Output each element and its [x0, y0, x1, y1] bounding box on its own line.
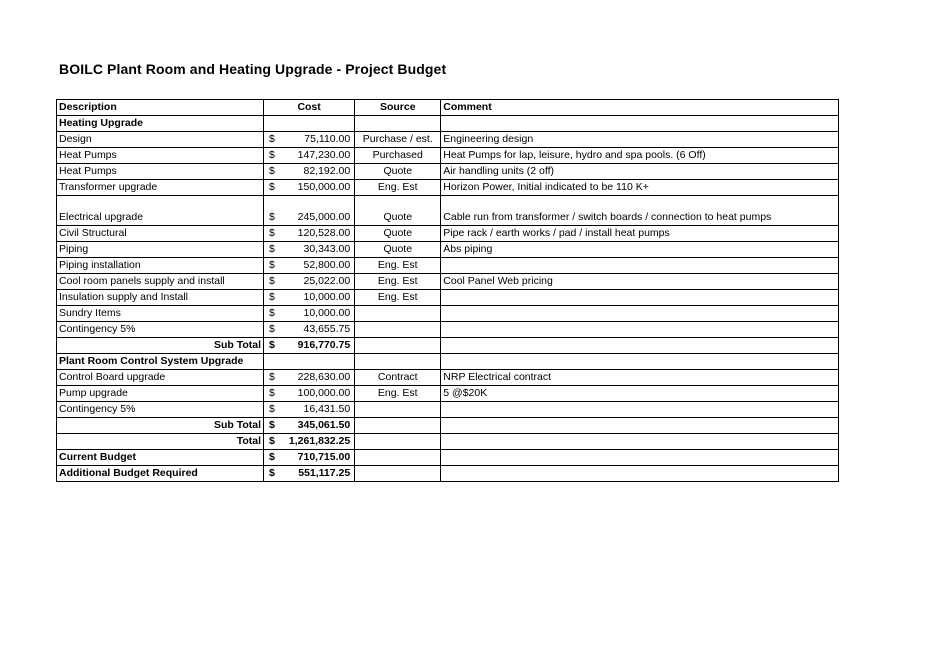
table-row: [57, 164, 839, 180]
source-cell: Eng. Est: [355, 180, 441, 196]
source-cell: Quote: [355, 226, 441, 242]
source-cell: Purchased: [355, 148, 441, 164]
subtotal-row: [57, 338, 839, 354]
comment-cell: [441, 306, 839, 322]
table-row: [57, 180, 839, 196]
empty-cell: [264, 354, 355, 370]
cost-amount: 228,630.00: [297, 371, 351, 383]
header-comment: Comment: [441, 100, 839, 116]
cost-cell: [264, 450, 355, 466]
description-cell: Heat Pumps: [57, 164, 264, 180]
empty-cell: [441, 434, 839, 450]
description-cell: Piping installation: [57, 258, 264, 274]
summary-label: Additional Budget Required: [57, 466, 264, 482]
table-row: [57, 322, 839, 338]
description-cell: Cool room panels supply and install: [57, 274, 264, 290]
source-cell: Eng. Est: [355, 274, 441, 290]
cost-cell: [264, 164, 355, 180]
cost-amount: 551,117.25: [298, 467, 351, 479]
description-cell: Pump upgrade: [57, 386, 264, 402]
cost-cell: [264, 148, 355, 164]
summary-label: Sub Total: [57, 338, 264, 354]
cost-cell: [264, 226, 355, 242]
comment-cell: Cool Panel Web pricing: [441, 274, 839, 290]
table-row: [57, 132, 839, 148]
cost-cell: [264, 258, 355, 274]
empty-cell: [355, 338, 441, 354]
cost-amount: 82,192.00: [303, 165, 351, 177]
currency-symbol: $: [269, 387, 275, 399]
currency-symbol: $: [269, 165, 275, 177]
source-cell: [355, 322, 441, 338]
table-row: [57, 402, 839, 418]
currency-symbol: $: [269, 371, 275, 383]
description-cell: Heat Pumps: [57, 148, 264, 164]
empty-cell: [441, 450, 839, 466]
cost-cell: [264, 180, 355, 196]
cost-cell: [264, 306, 355, 322]
table-row: [57, 258, 839, 274]
description-cell: Contingency 5%: [57, 322, 264, 338]
empty-cell: [355, 434, 441, 450]
comment-cell: Cable run from transformer / switch boards / connection to heat pumps: [441, 196, 839, 226]
comment-cell: Abs piping: [441, 242, 839, 258]
cost-cell: [264, 370, 355, 386]
cost-cell: [264, 322, 355, 338]
currency-symbol: $: [269, 149, 275, 161]
table-row: [57, 386, 839, 402]
budget-table: [56, 99, 839, 482]
cost-amount: 916,770.75: [297, 339, 351, 351]
table-row: [57, 306, 839, 322]
table-row: [57, 148, 839, 164]
source-cell: Eng. Est: [355, 386, 441, 402]
empty-cell: [355, 418, 441, 434]
cost-cell: [264, 196, 355, 226]
comment-cell: [441, 402, 839, 418]
currency-symbol: $: [269, 323, 275, 335]
comment-cell: [441, 322, 839, 338]
summary-label: Sub Total: [57, 418, 264, 434]
cost-amount: 710,715.00: [297, 451, 351, 463]
comment-cell: 5 @$20K: [441, 386, 839, 402]
currency-symbol: $: [269, 243, 275, 255]
description-cell: Civil Structural: [57, 226, 264, 242]
header-source: Source: [355, 100, 441, 116]
budget-table-body: [57, 100, 839, 482]
description-cell: Piping: [57, 242, 264, 258]
current-budget-row: [57, 450, 839, 466]
table-row: [57, 274, 839, 290]
comment-cell: [441, 290, 839, 306]
description-cell: Electrical upgrade: [57, 196, 264, 226]
summary-label: Current Budget: [57, 450, 264, 466]
cost-amount: 52,800.00: [303, 259, 351, 271]
cost-amount: 147,230.00: [297, 149, 351, 161]
comment-cell: [441, 258, 839, 274]
header-cost: Cost: [264, 100, 355, 116]
source-cell: [355, 402, 441, 418]
cost-cell: [264, 402, 355, 418]
summary-label: Total: [57, 434, 264, 450]
description-cell: Transformer upgrade: [57, 180, 264, 196]
cost-amount: 16,431.50: [303, 403, 351, 415]
currency-symbol: $: [269, 419, 275, 431]
currency-symbol: $: [269, 291, 275, 303]
source-cell: [355, 306, 441, 322]
additional-budget-row: [57, 466, 839, 482]
comment-cell: Engineering design: [441, 132, 839, 148]
table-row: [57, 196, 839, 226]
comment-cell: NRP Electrical contract: [441, 370, 839, 386]
source-cell: Eng. Est: [355, 290, 441, 306]
source-cell: Quote: [355, 242, 441, 258]
cost-amount: 245,000.00: [297, 211, 351, 223]
source-cell: Purchase / est.: [355, 132, 441, 148]
currency-symbol: $: [269, 451, 275, 463]
source-cell: Contract: [355, 370, 441, 386]
cost-amount: 30,343.00: [303, 243, 351, 255]
cost-amount: 43,655.75: [303, 323, 351, 335]
currency-symbol: $: [269, 403, 275, 415]
comment-cell: Heat Pumps for lap, leisure, hydro and spa pools. (6 Off): [441, 148, 839, 164]
empty-cell: [441, 354, 839, 370]
comment-cell: Horizon Power, Initial indicated to be 110 K+: [441, 180, 839, 196]
section-title: Heating Upgrade: [57, 116, 264, 132]
empty-cell: [355, 116, 441, 132]
comment-cell: Air handling units (2 off): [441, 164, 839, 180]
currency-symbol: $: [269, 339, 275, 351]
description-cell: Design: [57, 132, 264, 148]
subtotal-row: [57, 418, 839, 434]
cost-cell: [264, 466, 355, 482]
cost-cell: [264, 434, 355, 450]
empty-cell: [264, 116, 355, 132]
empty-cell: [441, 466, 839, 482]
cost-amount: 75,110.00: [304, 133, 351, 145]
cost-amount: 100,000.00: [297, 387, 351, 399]
cost-cell: [264, 132, 355, 148]
cost-cell: [264, 242, 355, 258]
section-header-row: [57, 116, 839, 132]
table-row: [57, 242, 839, 258]
currency-symbol: $: [269, 181, 275, 193]
description-cell: Sundry Items: [57, 306, 264, 322]
cost-cell: [264, 418, 355, 434]
source-cell: Quote: [355, 164, 441, 180]
empty-cell: [355, 354, 441, 370]
description-cell: Insulation supply and Install: [57, 290, 264, 306]
cost-cell: [264, 338, 355, 354]
cost-amount: 1,261,832.25: [288, 435, 351, 447]
header-row: [57, 100, 839, 116]
description-cell: Control Board upgrade: [57, 370, 264, 386]
currency-symbol: $: [269, 435, 275, 447]
currency-symbol: $: [269, 211, 275, 223]
page-title: BOILC Plant Room and Heating Upgrade - Project Budget: [59, 61, 447, 77]
table-row: [57, 370, 839, 386]
empty-cell: [441, 116, 839, 132]
cost-amount: 25,022.00: [303, 275, 351, 287]
source-cell: Eng. Est: [355, 258, 441, 274]
cost-cell: [264, 274, 355, 290]
empty-cell: [441, 338, 839, 354]
currency-symbol: $: [269, 227, 275, 239]
comment-cell: Pipe rack / earth works / pad / install heat pumps: [441, 226, 839, 242]
total-row: [57, 434, 839, 450]
cost-cell: [264, 290, 355, 306]
currency-symbol: $: [269, 259, 275, 271]
cost-cell: [264, 386, 355, 402]
cost-amount: 345,061.50: [297, 419, 351, 431]
section-title: Plant Room Control System Upgrade: [57, 354, 264, 370]
empty-cell: [441, 418, 839, 434]
currency-symbol: $: [269, 133, 275, 145]
cost-amount: 10,000.00: [303, 291, 351, 303]
section-header-row: [57, 354, 839, 370]
currency-symbol: $: [269, 467, 275, 479]
description-cell: Contingency 5%: [57, 402, 264, 418]
empty-cell: [355, 450, 441, 466]
currency-symbol: $: [269, 307, 275, 319]
cost-amount: 150,000.00: [297, 181, 351, 193]
currency-symbol: $: [269, 275, 275, 287]
source-cell: Quote: [355, 196, 441, 226]
empty-cell: [355, 466, 441, 482]
table-row: [57, 290, 839, 306]
table-row: [57, 226, 839, 242]
cost-amount: 10,000.00: [303, 307, 351, 319]
header-description: Description: [57, 100, 264, 116]
cost-amount: 120,528.00: [297, 227, 351, 239]
